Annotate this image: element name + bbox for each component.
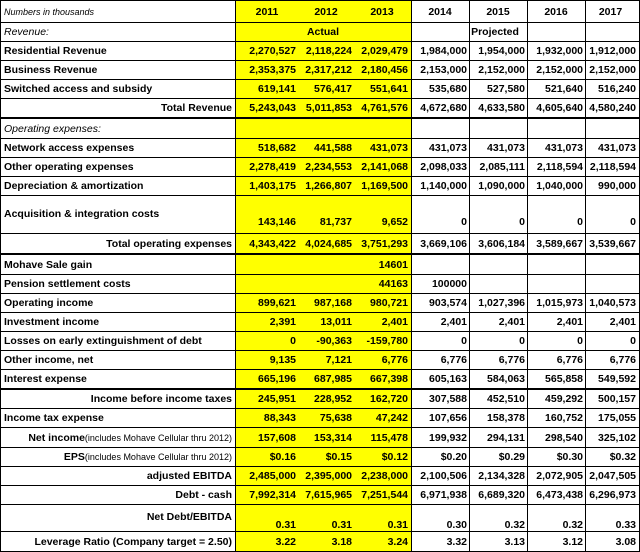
row-label <box>4 390 236 408</box>
value-cell-2016[interactable]: 3.12 <box>562 536 583 548</box>
value-cell-2013[interactable]: 3.24 <box>387 536 408 548</box>
total-revenue-underline <box>0 117 640 118</box>
value-cell-2013[interactable]: 6,776 <box>381 354 408 366</box>
value-cell-2015[interactable]: $0.29 <box>498 451 525 463</box>
value-cell-2017[interactable]: 0 <box>630 216 636 228</box>
value-cell-2013[interactable]: 2,029,479 <box>361 45 408 57</box>
row-label <box>4 486 236 504</box>
row-label-text: Net Debt/EBITDA <box>146 511 232 523</box>
grid-line <box>0 22 640 23</box>
grid-line <box>0 0 640 1</box>
income-row <box>0 370 640 388</box>
row-label-text: Numbers in thousands <box>4 7 95 17</box>
value-cell-2012[interactable]: 153,314 <box>314 432 352 444</box>
value-cell-2017[interactable]: 2,401 <box>609 316 636 328</box>
year-header-2014: 2014 <box>428 6 452 18</box>
opex-section-row <box>0 120 640 138</box>
value-cell-2017[interactable]: 549,592 <box>598 373 636 385</box>
value-cell-2015[interactable]: 6,689,320 <box>478 489 525 501</box>
value-cell-2012[interactable]: $0.15 <box>325 451 352 463</box>
value-cell-2013[interactable]: 47,242 <box>375 412 408 424</box>
grid-line <box>0 369 640 370</box>
row-label-note: (includes Mohave Cellular thru 2012) <box>84 452 232 462</box>
value-cell-2012[interactable]: 687,985 <box>314 373 352 385</box>
row-label-text: Other income, net <box>4 354 94 366</box>
column-divider <box>411 0 412 552</box>
value-cell-2014[interactable]: 199,932 <box>429 432 467 444</box>
value-cell-2015[interactable]: 4,633,580 <box>478 102 525 114</box>
row-label-text: Depreciation & amortization <box>4 180 144 192</box>
row-label <box>4 351 236 369</box>
value-cell-2016[interactable]: 4,605,640 <box>536 102 583 114</box>
row-label <box>4 42 236 60</box>
income-row <box>0 294 640 312</box>
value-cell-2015[interactable]: 2,085,111 <box>479 161 525 173</box>
value-cell-2014[interactable]: $0.20 <box>440 451 467 463</box>
year-header-2015: 2015 <box>486 6 510 18</box>
grid-line <box>0 98 640 99</box>
row-label-note: (includes Mohave Cellular thru 2012) <box>84 433 232 443</box>
value-cell-2015[interactable] <box>469 275 527 293</box>
row-label-text: Losses on early extinguishment of debt <box>4 335 202 347</box>
income-before-tax-row <box>0 390 640 408</box>
value-cell-2013[interactable]: 0.31 <box>387 519 408 531</box>
opex-row <box>0 177 640 195</box>
value-cell-2015[interactable]: 3,606,184 <box>478 238 525 250</box>
value-cell-2011[interactable]: 0.31 <box>275 519 296 531</box>
grid-line <box>0 408 640 409</box>
column-divider <box>527 0 528 552</box>
value-cell-2017[interactable]: 431,073 <box>598 142 636 154</box>
row-label <box>4 409 236 427</box>
value-cell-2013[interactable]: 3,751,293 <box>361 238 408 250</box>
grid-line <box>0 233 640 234</box>
value-cell-2013[interactable]: 2,401 <box>381 316 408 328</box>
opex-row <box>0 139 640 157</box>
value-cell-2017[interactable]: 2,118,594 <box>589 161 636 173</box>
value-cell-2016[interactable]: 2,401 <box>556 316 583 328</box>
value-cell-2017[interactable]: 3,539,667 <box>589 238 636 250</box>
grid-line <box>0 41 640 42</box>
row-label-text: Debt - cash <box>175 489 232 501</box>
value-cell-2012[interactable]: 2,317,212 <box>305 64 352 76</box>
value-cell-2017[interactable]: 6,296,973 <box>589 489 636 501</box>
value-cell-2017[interactable]: $0.32 <box>609 451 636 463</box>
value-cell-2012[interactable]: 75,638 <box>319 412 352 424</box>
grid-line <box>0 293 640 294</box>
column-divider <box>0 0 1 552</box>
row-label <box>4 448 236 466</box>
grid-line <box>0 157 640 158</box>
value-cell-2014[interactable]: 307,588 <box>429 393 467 405</box>
leverage-row <box>0 533 640 551</box>
value-cell-2014[interactable]: 2,100,506 <box>420 470 467 482</box>
income-row <box>0 351 640 369</box>
row-label <box>4 120 236 138</box>
grid-line <box>0 138 640 139</box>
value-cell-2017[interactable]: 175,055 <box>598 412 636 424</box>
value-cell-2011[interactable]: 2,270,527 <box>249 45 296 57</box>
value-cell-2015[interactable]: 158,378 <box>487 412 525 424</box>
total-opex-row <box>0 235 640 253</box>
value-cell-2011[interactable] <box>236 275 298 293</box>
grid-line <box>0 254 640 255</box>
row-label <box>4 294 236 312</box>
value-cell-2013[interactable]: 7,251,544 <box>361 489 408 501</box>
value-cell-2011[interactable]: 7,992,314 <box>249 489 296 501</box>
row-label-text: Operating income <box>4 297 94 309</box>
net-income-row <box>0 429 640 447</box>
grid-line <box>0 504 640 505</box>
row-label <box>4 467 236 485</box>
grid-line <box>0 79 640 80</box>
value-cell-2011[interactable]: 88,343 <box>263 412 296 424</box>
value-cell-2011[interactable]: 5,243,043 <box>249 102 296 114</box>
row-label <box>4 370 236 388</box>
row-label-text: Other operating expenses <box>4 161 134 173</box>
ebitda-row <box>0 467 640 485</box>
value-cell-2016[interactable]: 2,072,905 <box>536 470 583 482</box>
value-cell-2014[interactable]: 107,656 <box>429 412 467 424</box>
value-cell-2015[interactable]: 2,152,000 <box>478 64 525 76</box>
row-label-text: Pension settlement costs <box>4 278 131 290</box>
value-cell-2012[interactable]: 2,234,553 <box>305 161 352 173</box>
row-label <box>4 275 236 293</box>
total-revenue-row <box>0 99 640 117</box>
value-cell-2012[interactable]: 13,011 <box>320 316 352 328</box>
year-header-2011: 2011 <box>255 6 279 18</box>
value-cell-2016[interactable]: 0.32 <box>562 519 583 531</box>
row-label-text: Net income <box>28 432 85 444</box>
value-cell-2013[interactable]: 1,169,500 <box>361 180 408 192</box>
value-cell-2014[interactable]: 6,776 <box>440 354 467 366</box>
value-cell-2015[interactable]: 0.32 <box>504 519 525 531</box>
value-cell-2016[interactable]: 521,640 <box>545 83 583 95</box>
value-cell-2012[interactable] <box>298 256 354 274</box>
value-cell-2013[interactable]: 980,721 <box>370 297 408 309</box>
value-cell-2011[interactable]: 518,682 <box>258 142 296 154</box>
value-cell-2015[interactable]: 1,954,000 <box>478 45 525 57</box>
value-cell-2012[interactable]: 0.31 <box>331 519 352 531</box>
value-cell-2012[interactable]: 5,011,853 <box>305 102 352 114</box>
value-cell-2015[interactable]: 3.13 <box>504 536 525 548</box>
grid-line <box>0 274 640 275</box>
column-divider <box>235 0 236 552</box>
row-label-text: Mohave Sale gain <box>4 259 93 271</box>
value-cell-2014[interactable]: 903,574 <box>429 297 467 309</box>
row-label-text: Income before income taxes <box>90 393 232 405</box>
value-cell-2012[interactable]: 7,121 <box>325 354 352 366</box>
value-cell-2017[interactable] <box>583 275 638 293</box>
year-header-2013: 2013 <box>370 6 394 18</box>
row-label-text: Income tax expense <box>4 412 104 424</box>
value-cell-2011[interactable]: 4,343,422 <box>249 238 296 250</box>
grid-line <box>0 447 640 448</box>
row-label-text: Operating expenses: <box>4 123 101 135</box>
revenue-row <box>0 42 640 60</box>
value-cell-2015[interactable]: 584,063 <box>487 373 525 385</box>
value-cell-2014[interactable]: 3,669,106 <box>420 238 467 250</box>
row-label <box>4 158 236 176</box>
row-label-text: Residential Revenue <box>4 45 107 57</box>
value-cell-2016[interactable]: 0 <box>577 335 583 347</box>
value-cell-2011[interactable]: 9,135 <box>269 354 296 366</box>
row-label-text: Total Revenue <box>161 102 232 114</box>
row-label <box>4 61 236 79</box>
value-cell-2013[interactable]: 2,141,068 <box>361 161 408 173</box>
value-cell-2012[interactable]: 576,417 <box>314 83 352 95</box>
grid-line <box>0 331 640 332</box>
year-header-2016: 2016 <box>544 6 568 18</box>
income-row <box>0 275 640 293</box>
value-cell-2017[interactable]: 0.33 <box>615 519 636 531</box>
income-row <box>0 256 640 274</box>
value-cell-2016[interactable]: 3,589,667 <box>536 238 583 250</box>
value-cell-2011[interactable]: 143,146 <box>258 216 296 228</box>
row-label-text: Revenue: <box>4 26 49 38</box>
value-cell-2011[interactable]: 245,951 <box>258 393 296 405</box>
value-cell-2017[interactable]: 2,047,505 <box>589 470 636 482</box>
value-cell-2013[interactable]: -159,780 <box>366 335 408 347</box>
row-label-text: Investment income <box>4 316 100 328</box>
value-cell-2015[interactable]: 452,510 <box>487 393 525 405</box>
value-cell-2017[interactable] <box>583 256 638 274</box>
value-cell-2016[interactable]: 6,776 <box>556 354 583 366</box>
value-cell-2015[interactable]: 527,580 <box>487 83 525 95</box>
value-cell-2011[interactable]: 899,621 <box>258 297 296 309</box>
value-cell-2014[interactable]: 100000 <box>431 278 467 290</box>
value-cell-2014[interactable]: 2,098,033 <box>420 161 467 173</box>
value-cell-2017[interactable]: 1,040,573 <box>589 297 636 309</box>
row-label <box>4 23 236 41</box>
header-row <box>0 3 640 21</box>
value-cell-2016[interactable]: 0 <box>577 216 583 228</box>
opex-row-values-acq <box>0 213 640 231</box>
row-label-text: Switched access and subsidy <box>4 83 153 95</box>
value-cell-2016[interactable]: $0.30 <box>556 451 583 463</box>
value-cell-2017[interactable]: 500,157 <box>598 393 636 405</box>
value-cell-2017[interactable]: 0 <box>630 335 636 347</box>
value-cell-2017[interactable]: 6,776 <box>609 354 636 366</box>
value-cell-2013[interactable]: $0.12 <box>381 451 408 463</box>
opex-row <box>0 158 640 176</box>
value-cell-2014[interactable] <box>411 256 469 274</box>
grid-line <box>0 312 640 313</box>
row-label <box>4 3 236 21</box>
value-cell-2012[interactable]: -90,363 <box>316 335 352 347</box>
value-cell-2011[interactable]: 2,278,419 <box>249 161 296 173</box>
row-label <box>4 80 236 98</box>
row-label-text: Acquisition & integration costs <box>4 208 160 220</box>
value-cell-2011[interactable]: 2,353,375 <box>249 64 296 76</box>
revenue-row <box>0 80 640 98</box>
value-cell-2014[interactable]: 6,971,938 <box>420 489 467 501</box>
value-cell-2013[interactable]: 14601 <box>378 259 408 271</box>
value-cell-2011[interactable]: 157,608 <box>258 432 296 444</box>
row-label-text: Business Revenue <box>4 64 98 76</box>
grid-line <box>0 466 640 467</box>
value-cell-2015[interactable]: 0 <box>519 216 525 228</box>
value-cell-2011[interactable]: 2,391 <box>269 316 296 328</box>
value-cell-2012[interactable]: 228,952 <box>314 393 352 405</box>
value-cell-2016[interactable]: 1,932,000 <box>536 45 583 57</box>
value-cell-2013[interactable]: 44163 <box>378 278 408 290</box>
income-row <box>0 313 640 331</box>
grid-line <box>0 195 640 196</box>
row-label <box>4 235 236 253</box>
value-cell-2012[interactable]: 81,737 <box>319 216 352 228</box>
grid-line <box>0 531 640 532</box>
row-label <box>4 177 236 195</box>
value-cell-2013[interactable]: 551,641 <box>370 83 408 95</box>
value-cell-2014[interactable]: 2,401 <box>440 316 467 328</box>
value-cell-2014[interactable]: 0 <box>461 335 467 347</box>
grid-line <box>0 176 640 177</box>
value-cell-2011[interactable] <box>236 256 298 274</box>
value-cell-2016[interactable]: 459,292 <box>545 393 583 405</box>
value-cell-2011[interactable]: 2,485,000 <box>249 470 296 482</box>
value-cell-2016[interactable]: 160,752 <box>545 412 583 424</box>
value-cell-2013[interactable]: 2,180,456 <box>361 64 408 76</box>
income-row <box>0 332 640 350</box>
value-cell-2013[interactable]: 162,720 <box>370 393 408 405</box>
value-cell-2012[interactable]: 4,024,685 <box>305 238 352 250</box>
value-cell-2015[interactable]: 1,027,396 <box>478 297 525 309</box>
value-cell-2014[interactable]: 0.30 <box>446 519 467 531</box>
column-divider <box>469 0 470 552</box>
value-cell-2011[interactable]: $0.16 <box>269 451 296 463</box>
value-cell-2014[interactable]: 431,073 <box>429 142 467 154</box>
eps-row <box>0 448 640 466</box>
row-label-text: Network access expenses <box>4 142 135 154</box>
row-label <box>4 99 236 117</box>
value-cell-2013[interactable]: 431,073 <box>370 142 408 154</box>
value-cell-2011[interactable]: 3.22 <box>275 536 296 548</box>
value-cell-2014[interactable]: 605,163 <box>429 373 467 385</box>
value-cell-2016[interactable] <box>527 275 585 293</box>
value-cell-2017[interactable]: 2,152,000 <box>589 64 636 76</box>
value-cell-2016[interactable]: 1,015,973 <box>536 297 583 309</box>
value-cell-2016[interactable]: 431,073 <box>545 142 583 154</box>
value-cell-2014[interactable]: 2,153,000 <box>420 64 467 76</box>
value-cell-2011[interactable]: 665,196 <box>258 373 296 385</box>
year-header-2012: 2012 <box>314 6 338 18</box>
debt-cash-row <box>0 486 640 504</box>
value-cell-2013[interactable]: 2,238,000 <box>361 470 408 482</box>
revenue-row <box>0 61 640 79</box>
value-cell-2015[interactable]: 431,073 <box>487 142 525 154</box>
value-cell-2017[interactable]: 516,240 <box>598 83 636 95</box>
value-cell-2012[interactable]: 1,266,807 <box>305 180 352 192</box>
value-cell-2017[interactable]: 3.08 <box>615 536 636 548</box>
value-cell-2016[interactable] <box>527 256 585 274</box>
grid-line <box>0 427 640 428</box>
value-cell-2015[interactable]: 294,131 <box>487 432 525 444</box>
value-cell-2017[interactable]: 1,912,000 <box>589 45 636 57</box>
year-header-2017: 2017 <box>598 6 623 18</box>
value-cell-2015[interactable]: 2,134,328 <box>478 470 525 482</box>
value-cell-2012[interactable] <box>298 275 354 293</box>
value-cell-2014[interactable]: 1,984,000 <box>420 45 467 57</box>
value-cell-2012[interactable]: 987,168 <box>314 297 352 309</box>
projected-label: Projected <box>471 26 519 38</box>
value-cell-2015[interactable]: 1,090,000 <box>478 180 525 192</box>
value-cell-2011[interactable]: 1,403,175 <box>249 180 296 192</box>
income-tax-row <box>0 409 640 427</box>
row-label <box>4 429 236 447</box>
value-cell-2013[interactable]: 9,652 <box>381 216 408 228</box>
value-cell-2015[interactable]: 6,776 <box>498 354 525 366</box>
value-cell-2016[interactable]: 565,858 <box>545 373 583 385</box>
value-cell-2014[interactable]: 535,680 <box>429 83 467 95</box>
value-cell-2013[interactable]: 667,398 <box>370 373 408 385</box>
row-label <box>4 533 236 551</box>
revenue-section-row <box>0 23 640 41</box>
row-label <box>4 313 236 331</box>
value-cell-2012[interactable]: 2,118,224 <box>305 45 352 57</box>
value-cell-2017[interactable]: 4,580,240 <box>589 102 636 114</box>
row-label-text: Interest expense <box>4 373 87 385</box>
value-cell-2013[interactable]: 115,478 <box>370 432 408 444</box>
value-cell-2012[interactable]: 441,588 <box>314 142 352 154</box>
value-cell-2017[interactable]: 325,102 <box>598 432 636 444</box>
row-label-text: EPS <box>63 451 85 463</box>
value-cell-2011[interactable]: 0 <box>290 335 296 347</box>
grid-line <box>0 60 640 61</box>
value-cell-2014[interactable]: 4,672,680 <box>420 102 467 114</box>
actual-label: Actual <box>306 26 340 38</box>
grid-line <box>0 350 640 351</box>
value-cell-2017[interactable]: 990,000 <box>598 180 636 192</box>
row-label-text: Total operating expenses <box>106 238 232 250</box>
value-cell-2016[interactable]: 2,152,000 <box>536 64 583 76</box>
value-cell-2013[interactable]: 4,761,576 <box>361 102 408 114</box>
value-cell-2016[interactable]: 1,040,000 <box>536 180 583 192</box>
row-label <box>4 139 236 157</box>
grid-line <box>0 485 640 486</box>
row-label <box>4 332 236 350</box>
value-cell-2014[interactable]: 3.32 <box>446 536 467 548</box>
value-cell-2016[interactable]: 2,118,594 <box>536 161 583 173</box>
before-tax-topline <box>0 389 640 390</box>
value-cell-2014[interactable]: 1,140,000 <box>420 180 467 192</box>
value-cell-2015[interactable] <box>469 256 527 274</box>
value-cell-2012[interactable]: 2,395,000 <box>305 470 352 482</box>
column-divider <box>585 0 586 552</box>
row-label-text: adjusted EBITDA <box>146 470 232 482</box>
value-cell-2011[interactable]: 619,141 <box>258 83 296 95</box>
value-cell-2012[interactable]: 3.18 <box>331 536 352 548</box>
grid-line <box>0 118 640 119</box>
value-cell-2016[interactable]: 298,540 <box>545 432 583 444</box>
total-opex-underline <box>0 253 640 254</box>
row-label <box>4 256 236 274</box>
value-cell-2012[interactable]: 7,615,965 <box>305 489 352 501</box>
row-label-text: Leverage Ratio (Company target = 2.50) <box>34 536 232 548</box>
value-cell-2015[interactable]: 2,401 <box>498 316 525 328</box>
value-cell-2014[interactable]: 0 <box>461 216 467 228</box>
value-cell-2016[interactable]: 6,473,438 <box>536 489 583 501</box>
value-cell-2015[interactable]: 0 <box>519 335 525 347</box>
